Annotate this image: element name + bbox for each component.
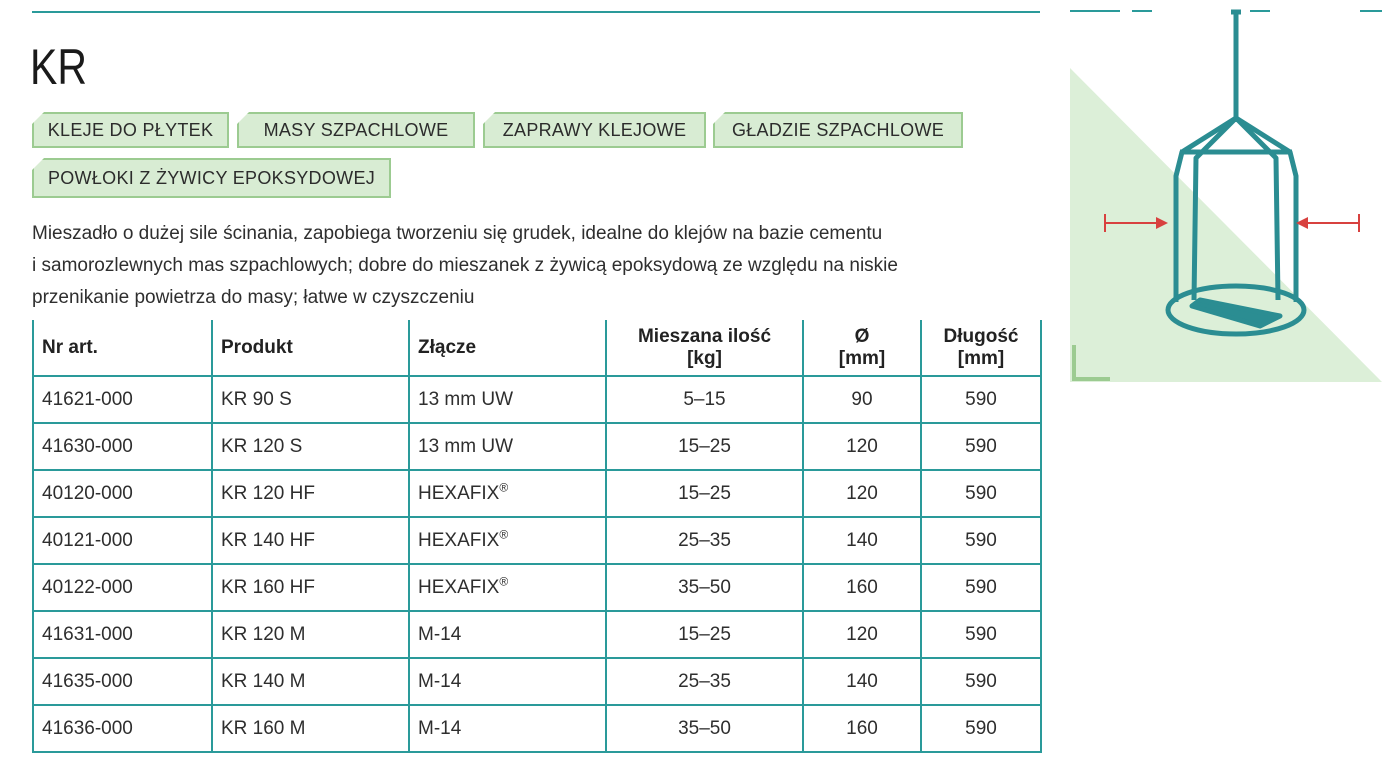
cell-diameter: 120 (803, 423, 921, 470)
tag-smoothing-compounds: GŁADZIE SZPACHLOWE (713, 112, 963, 148)
table-header-row (33, 320, 1041, 376)
page-title: KR (30, 39, 87, 95)
table-row (33, 705, 1041, 752)
top-divider (32, 11, 1040, 13)
cell-art-no: 40120-000 (33, 470, 212, 517)
cell-diameter: 140 (803, 658, 921, 705)
cell-diameter: 140 (803, 517, 921, 564)
mixing-paddle-illustration (1070, 0, 1382, 390)
cell-mix-amount: 15–25 (606, 470, 803, 517)
cell-product: KR 120 S (212, 423, 409, 470)
cell-art-no: 40121-000 (33, 517, 212, 564)
tag-epoxy-coatings: POWŁOKI Z ŻYWICY EPOKSYDOWEJ (32, 158, 391, 198)
cell-product: KR 90 S (212, 376, 409, 423)
cell-product: KR 160 M (212, 705, 409, 752)
cell-mix-amount: 15–25 (606, 611, 803, 658)
cell-connector: HEXAFIX® (409, 470, 606, 517)
cell-art-no: 41630-000 (33, 423, 212, 470)
cell-art-no: 40122-000 (33, 564, 212, 611)
cell-length: 590 (921, 423, 1041, 470)
cell-art-no: 41635-000 (33, 658, 212, 705)
cell-connector: HEXAFIX® (409, 564, 606, 611)
cell-diameter: 120 (803, 470, 921, 517)
cell-art-no: 41631-000 (33, 611, 212, 658)
cell-product: KR 140 HF (212, 517, 409, 564)
cell-connector: M-14 (409, 658, 606, 705)
cell-length: 590 (921, 470, 1041, 517)
table-row (33, 564, 1041, 611)
cell-length: 590 (921, 705, 1041, 752)
header-art-no: Nr art. (33, 320, 212, 376)
cell-connector: M-14 (409, 705, 606, 752)
tag-fillers: MASY SZPACHLOWE (237, 112, 475, 148)
cell-diameter: 160 (803, 705, 921, 752)
cell-art-no: 41621-000 (33, 376, 212, 423)
table-row (33, 376, 1041, 423)
tag-adhesive-mortars: ZAPRAWY KLEJOWE (483, 112, 706, 148)
spec-table (32, 320, 1042, 753)
cell-length: 590 (921, 517, 1041, 564)
table-row (33, 470, 1041, 517)
cell-diameter: 160 (803, 564, 921, 611)
cell-connector: M-14 (409, 611, 606, 658)
table-row (33, 658, 1041, 705)
cell-length: 590 (921, 376, 1041, 423)
cell-mix-amount: 5–15 (606, 376, 803, 423)
cell-art-no: 41636-000 (33, 705, 212, 752)
cell-product: KR 120 M (212, 611, 409, 658)
cell-diameter: 120 (803, 611, 921, 658)
cell-connector: 13 mm UW (409, 423, 606, 470)
cell-length: 590 (921, 611, 1041, 658)
top-rule-segment (1360, 10, 1382, 12)
header-mix-amount: Mieszana ilość [kg] (606, 320, 803, 376)
cell-product: KR 140 M (212, 658, 409, 705)
product-description: Mieszadło o dużej sile ścinania, zapobiega tworzeniu się grudek, idealne do klejów na bazie cementu i samorozlewnych mas szpachlowych; dobre do mieszanek z żywicą epoksydową ze względu na niskie przenikanie powietrza do masy; łatwe w czyszczeniu (32, 223, 898, 308)
cell-mix-amount: 35–50 (606, 564, 803, 611)
header-product: Produkt (212, 320, 409, 376)
cell-length: 590 (921, 564, 1041, 611)
header-length: Długość [mm] (921, 320, 1041, 376)
top-rule-segment (1250, 10, 1270, 12)
top-rule-segment (1132, 10, 1152, 12)
cell-product: KR 120 HF (212, 470, 409, 517)
cell-mix-amount: 25–35 (606, 517, 803, 564)
cell-product: KR 160 HF (212, 564, 409, 611)
tag-tile-adhesives: KLEJE DO PŁYTEK (32, 112, 229, 148)
cell-connector: 13 mm UW (409, 376, 606, 423)
cell-diameter: 90 (803, 376, 921, 423)
cell-mix-amount: 25–35 (606, 658, 803, 705)
cell-mix-amount: 35–50 (606, 705, 803, 752)
table-row (33, 517, 1041, 564)
cell-length: 590 (921, 658, 1041, 705)
header-diameter: Ø [mm] (803, 320, 921, 376)
table-row (33, 423, 1041, 470)
table-row (33, 611, 1041, 658)
header-connector: Złącze (409, 320, 606, 376)
top-rule-segment (1070, 10, 1120, 12)
cell-connector: HEXAFIX® (409, 517, 606, 564)
cell-mix-amount: 15–25 (606, 423, 803, 470)
